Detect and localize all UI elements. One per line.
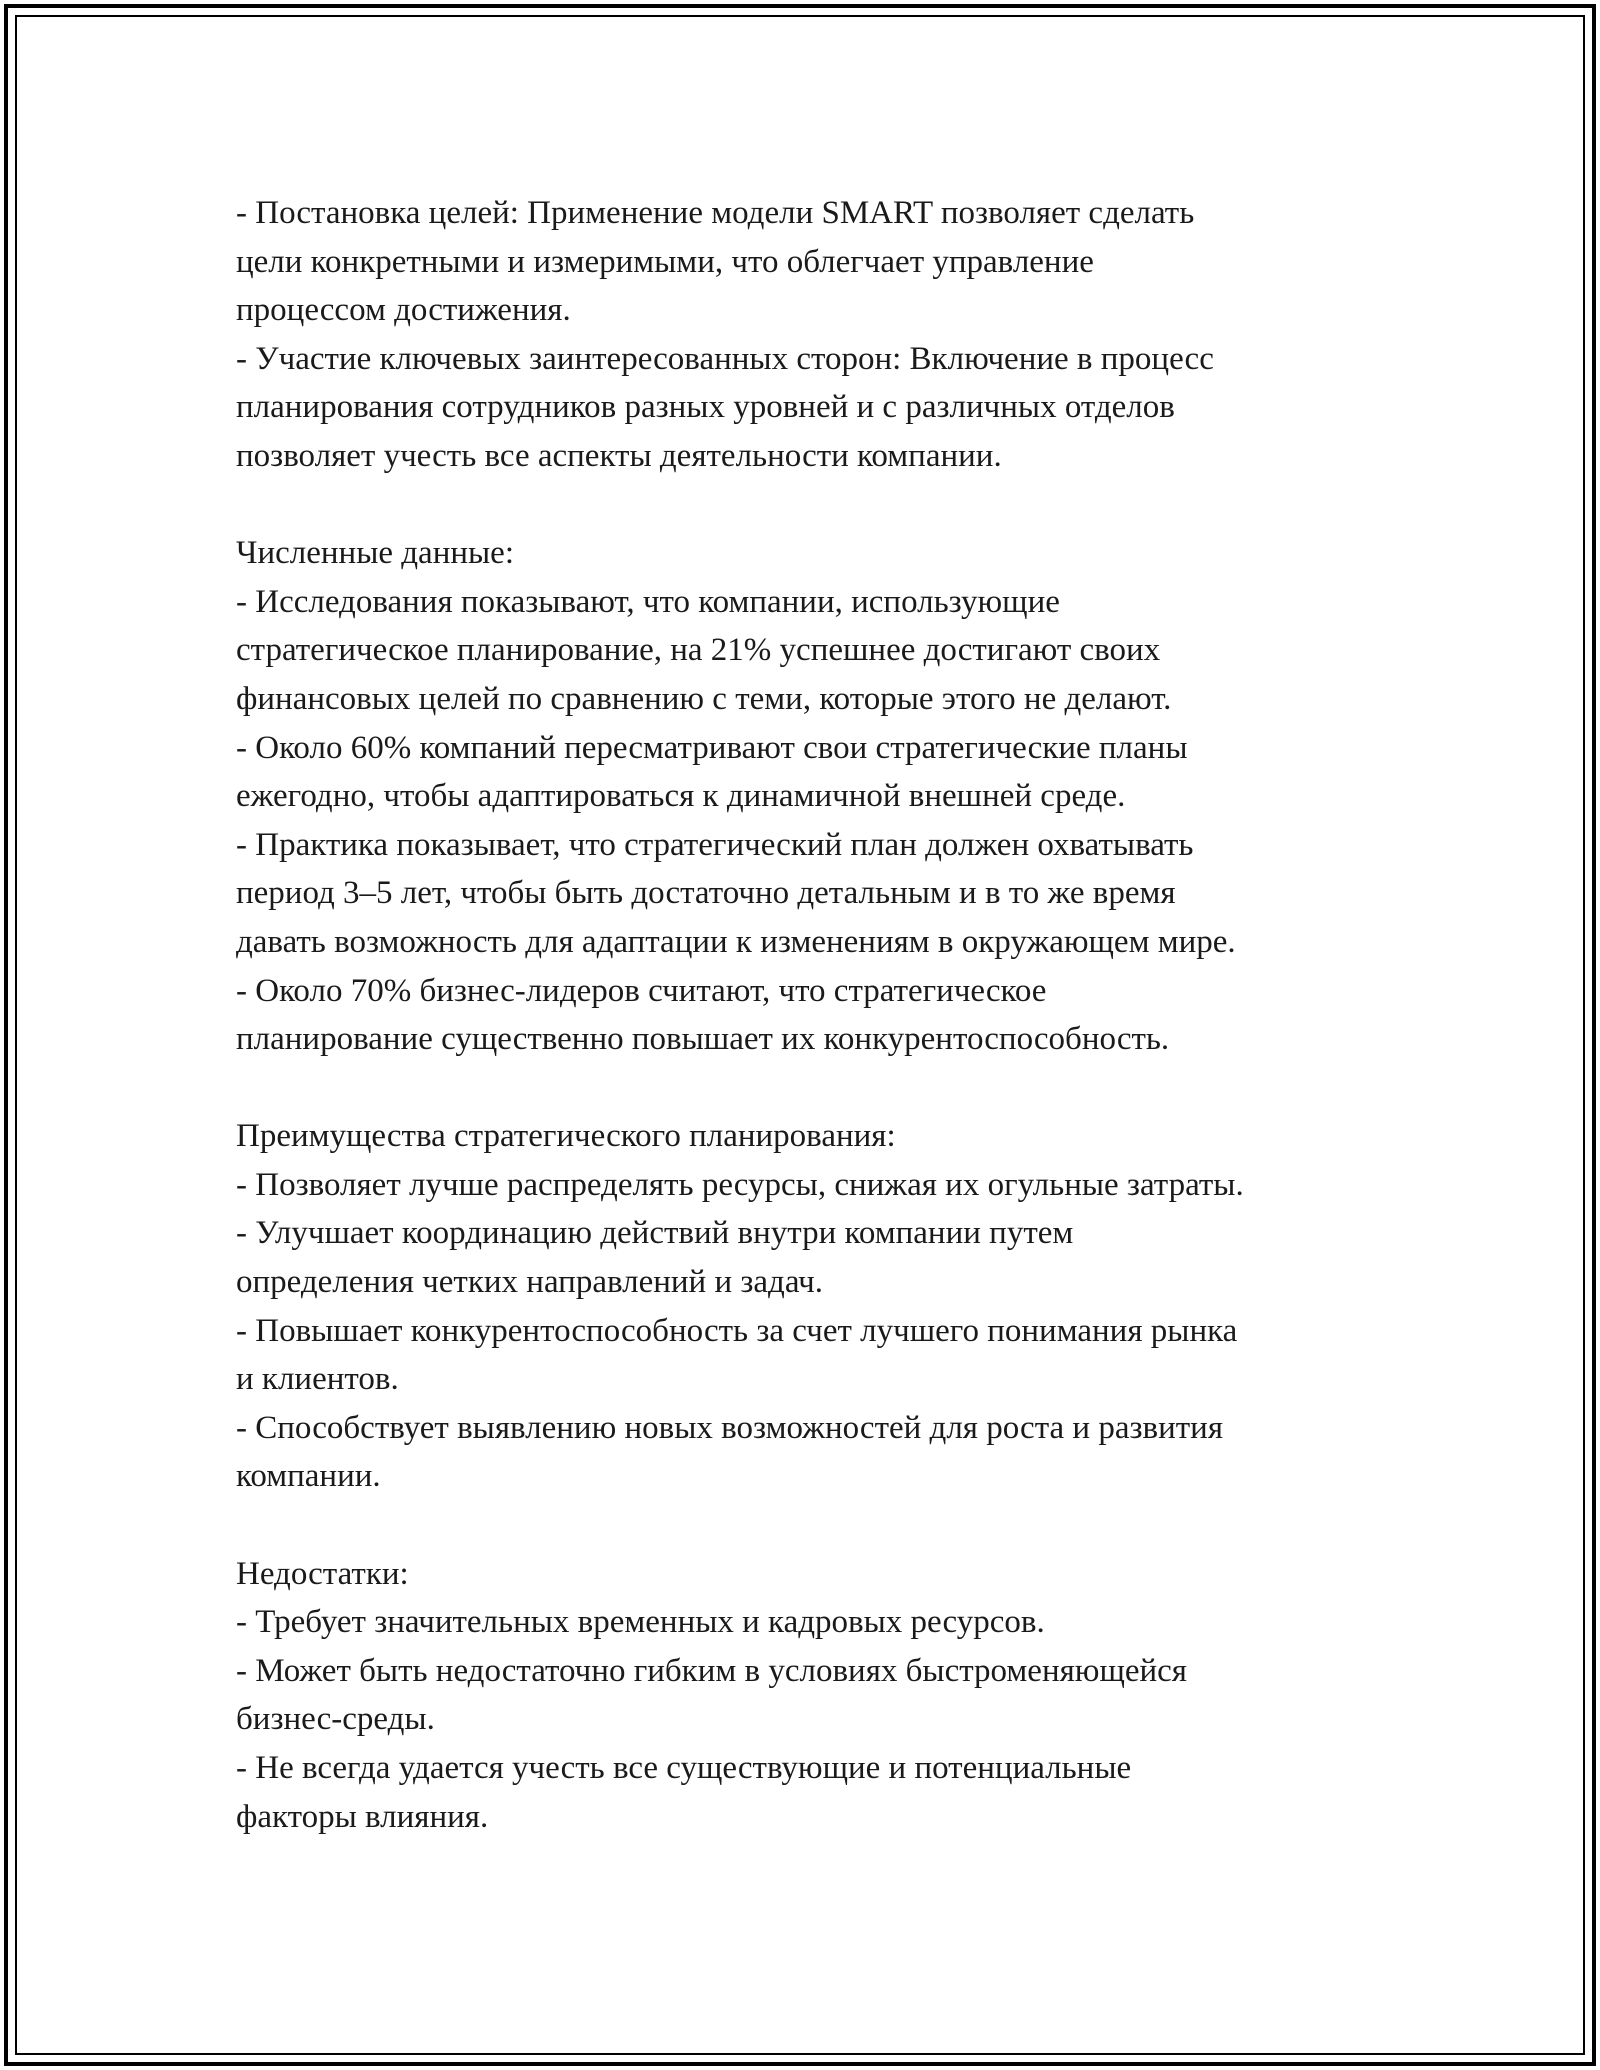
- text-line: стратегическое планирование, на 21% успешнее достигают своих: [236, 632, 1161, 669]
- text-line: - Участие ключевых заинтересованных сторон: Включение в процесс: [236, 340, 1214, 377]
- section-heading: Преимущества стратегического планирования:: [236, 1118, 896, 1155]
- text-line: и клиентов.: [236, 1361, 399, 1398]
- text-line: планирование существенно повышает их конкурентоспособность.: [236, 1021, 1170, 1058]
- text-line: компании.: [236, 1458, 381, 1495]
- text-line: - Улучшает координацию действий внутри компании путем: [236, 1215, 1074, 1252]
- blank-line: [236, 481, 1416, 530]
- text-line: - Повышает конкурентоспособность за счет лучшего понимания рынка: [236, 1312, 1238, 1349]
- text-line: ежегодно, чтобы адаптироваться к динамичной внешней среде.: [236, 778, 1126, 815]
- text-line: - Способствует выявлению новых возможностей для роста и развития: [236, 1409, 1224, 1446]
- blank-line: [236, 1501, 1416, 1550]
- text-line: факторы влияния.: [236, 1798, 489, 1835]
- text-line: финансовых целей по сравнению с теми, которые этого не делают.: [236, 680, 1172, 717]
- text-line: период 3–5 лет, чтобы быть достаточно детальным и в то же время: [236, 875, 1176, 912]
- blank-line: [236, 1064, 1416, 1113]
- section-heading: Численные данные:: [236, 535, 515, 572]
- text-line: позволяет учесть все аспекты деятельности компании.: [236, 437, 1002, 474]
- text-line: - Не всегда удается учесть все существующие и потенциальные: [236, 1750, 1132, 1786]
- text-line: процессом достижения.: [236, 292, 571, 329]
- text-line: - Около 70% бизнес-лидеров считают, что стратегическое: [236, 972, 1047, 1009]
- text-line: - Исследования показывают, что компании, использующие: [236, 583, 1060, 620]
- section-heading: Недостатки:: [236, 1555, 409, 1592]
- text-line: - Около 60% компаний пересматривают свои стратегические планы: [236, 729, 1188, 766]
- text-line: - Может быть недостаточно гибким в условиях быстроменяющейся: [236, 1652, 1187, 1689]
- text-line: - Требует значительных временных и кадровых ресурсов.: [236, 1604, 1045, 1641]
- text-line: - Практика показывает, что стратегический план должен охватывать: [236, 826, 1194, 863]
- document-body: [236, 189, 1416, 1841]
- text-line: - Позволяет лучше распределять ресурсы, снижая их огульные затраты.: [236, 1166, 1244, 1203]
- text-line: цели конкретными и измеримыми, что облегчает управление: [236, 243, 1094, 280]
- text-line: определения четких направлений и задач.: [236, 1264, 824, 1301]
- text-line: - Постановка целей: Применение модели SMART позволяет сделать: [236, 195, 1195, 231]
- text-line: планирования сотрудников разных уровней и с различных отделов: [236, 389, 1175, 426]
- text-line: бизнес-среды.: [236, 1701, 435, 1738]
- text-line: давать возможность для адаптации к изменениям в окружающем мире.: [236, 923, 1236, 960]
